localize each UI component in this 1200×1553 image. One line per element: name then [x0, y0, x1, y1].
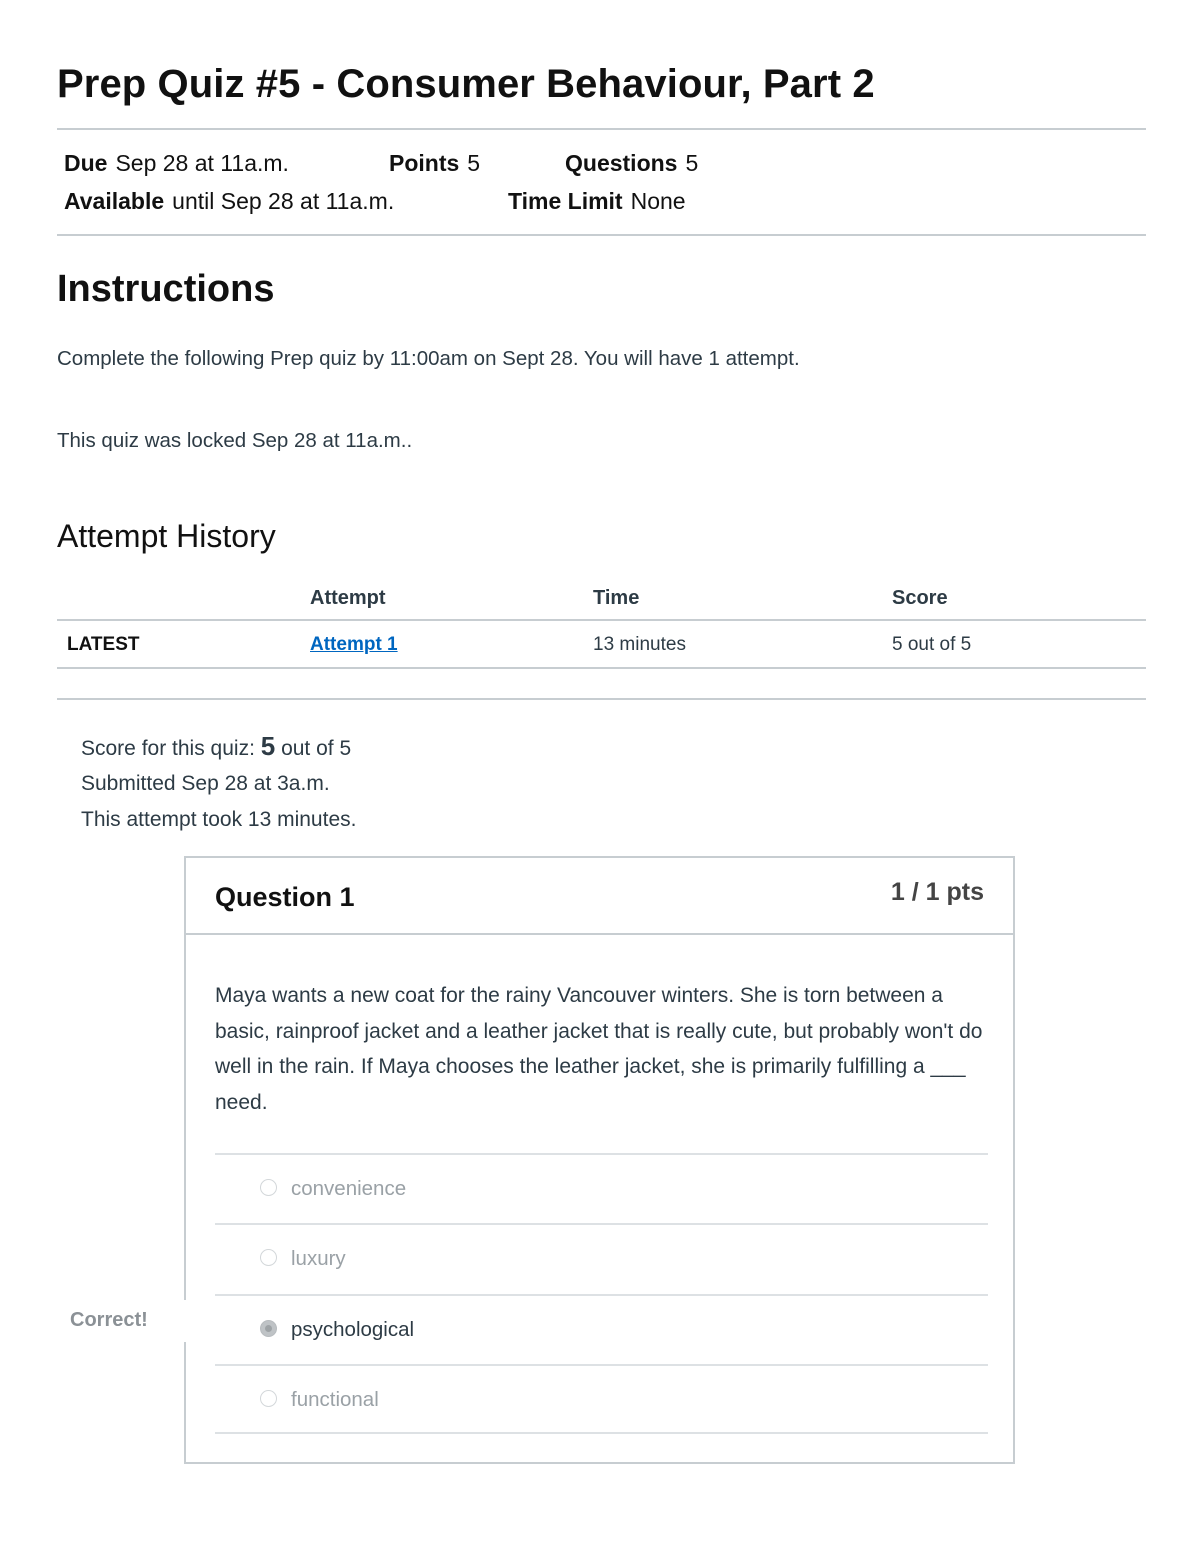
column-header-score: Score [892, 587, 948, 609]
available-value: until Sep 28 at 11a.m. [172, 188, 395, 214]
answer-label: functional [291, 1388, 379, 1411]
points-label: Points [389, 150, 460, 176]
radio-button[interactable] [260, 1390, 277, 1407]
answer-label: convenience [291, 1177, 407, 1200]
question-points: 1 / 1 pts [890, 878, 984, 906]
attempt-link[interactable]: Attempt 1 [310, 634, 398, 655]
submitted-text: Submitted Sep 28 at 3a.m. [81, 772, 330, 795]
answer-option-selected[interactable] [215, 1294, 988, 1364]
score-cell: 5 out of 5 [892, 634, 972, 655]
answer-option[interactable] [215, 1223, 988, 1293]
due-meta [64, 150, 289, 177]
instructions-heading: Instructions [57, 268, 275, 310]
latest-label: LATEST [67, 634, 140, 655]
time-limit-value: None [630, 188, 686, 214]
question-title: Question 1 [215, 882, 355, 912]
questions-value: 5 [685, 150, 699, 176]
duration-text: This attempt took 13 minutes. [81, 808, 357, 831]
due-value: Sep 28 at 11a.m. [115, 150, 289, 176]
answer-label: luxury [291, 1247, 346, 1270]
divider [57, 234, 1146, 236]
divider [57, 698, 1146, 700]
column-header-attempt: Attempt [310, 587, 386, 609]
answer-label: psychological [291, 1318, 415, 1341]
quiz-score [81, 731, 351, 762]
table-header-divider [57, 619, 1146, 621]
correct-answer-marker: Correct! [68, 1300, 188, 1342]
instructions-text: Complete the following Prep quiz by 11:00am on Sept 28. You will have 1 attempt. [57, 347, 800, 370]
locked-notice: This quiz was locked Sep 28 at 11a.m.. [57, 429, 413, 452]
divider [57, 128, 1146, 130]
radio-button-selected[interactable] [260, 1320, 277, 1337]
attempt-cell [310, 634, 398, 656]
time-cell: 13 minutes [593, 634, 686, 655]
answer-option[interactable] [215, 1364, 988, 1434]
questions-label: Questions [565, 150, 678, 176]
score-prefix: Score for this quiz: [81, 737, 255, 760]
radio-button[interactable] [260, 1179, 277, 1196]
radio-button[interactable] [260, 1249, 277, 1266]
question-header [186, 858, 1013, 935]
points-value: 5 [467, 150, 481, 176]
available-label: Available [64, 188, 165, 214]
attempt-history-heading: Attempt History [57, 518, 276, 554]
page-title: Prep Quiz #5 - Consumer Behaviour, Part 2 [57, 62, 875, 106]
column-header-time: Time [593, 587, 640, 609]
score-suffix: out of 5 [281, 737, 352, 760]
points-meta [389, 150, 480, 177]
answer-option[interactable] [215, 1153, 988, 1223]
questions-meta [565, 150, 698, 177]
question-text: Maya wants a new coat for the rainy Vancouver winters. She is torn between a basic, rainproof jacket and a leather jacket that is really cute, but probably won't do well in the rain. If Maya chooses the leather jacket, she is primarily fulfilling a ___ need. [215, 984, 983, 1114]
time-limit-meta [508, 188, 686, 215]
time-limit-label: Time Limit [508, 188, 623, 214]
table-row-divider [57, 667, 1146, 669]
due-label: Due [64, 150, 108, 176]
question-card [184, 856, 1015, 1464]
available-meta [64, 188, 394, 215]
score-value: 5 [260, 731, 276, 761]
